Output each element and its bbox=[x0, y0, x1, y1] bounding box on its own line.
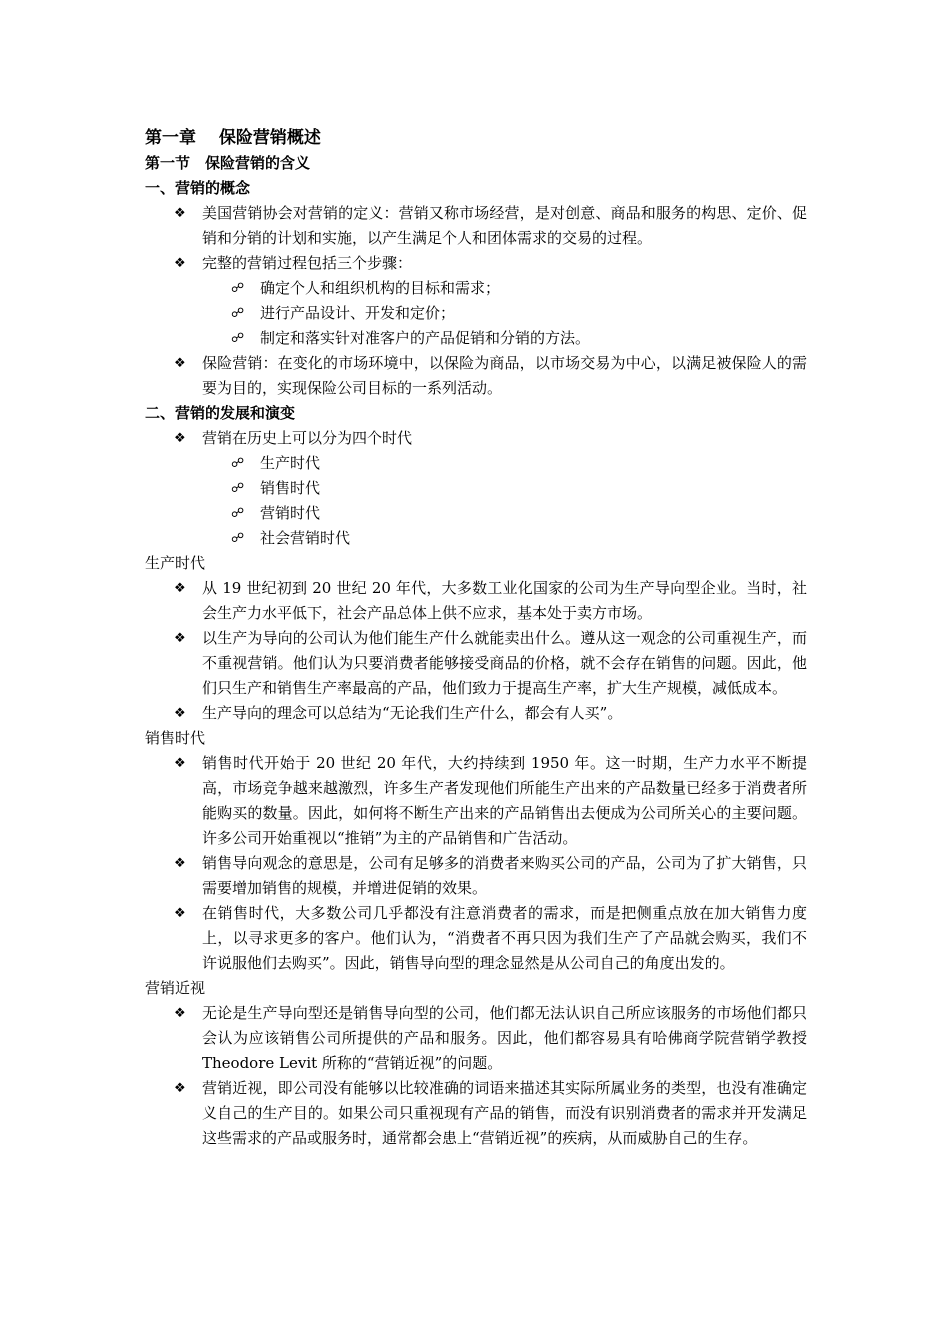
diamond-bullet-icon: ❖ bbox=[174, 1006, 186, 1021]
bullet-item bbox=[145, 851, 807, 901]
bullet-text: 营销在历史上可以分为四个时代 bbox=[202, 429, 413, 447]
link-bullet-icon: ☍ bbox=[231, 481, 245, 496]
diamond-bullet-icon: ❖ bbox=[174, 706, 186, 721]
bullet-item bbox=[145, 351, 807, 401]
link-bullet-icon: ☍ bbox=[231, 331, 245, 346]
document-page bbox=[145, 126, 807, 1151]
sub-bullet-text: 生产时代 bbox=[260, 454, 321, 472]
heading-marketing-concept: 一、营销的概念 bbox=[145, 179, 251, 197]
sub-bullet-item bbox=[145, 476, 807, 501]
link-bullet-icon: ☍ bbox=[231, 456, 245, 471]
section-title: 第一节 保险营销的含义 bbox=[145, 154, 311, 172]
bullet-item bbox=[145, 251, 807, 276]
bullet-text: 营销近视，即公司没有能够以比较准确的词语来描述其实际所属业务的类型，也没有准确定义自己的生产目的。如果公司只重视现有产品的销售，而没有识别消费者的需求并开发满足这些需求的产品或服务时，通常都会患上“营销近视”的疾病，从而威胁自己的生存。 bbox=[202, 1079, 807, 1147]
sub-bullet-text: 社会营销时代 bbox=[260, 529, 351, 547]
link-bullet-icon: ☍ bbox=[231, 506, 245, 521]
bullet-text: 销售导向观念的意思是，公司有足够多的消费者来购买公司的产品，公司为了扩大销售，只需要增加销售的规模，并增进促销的效果。 bbox=[202, 854, 807, 897]
bullet-text: 生产导向的理念可以总结为“无论我们生产什么，都会有人买”。 bbox=[202, 704, 623, 722]
bullet-text: 从 19 世纪初到 20 世纪 20 年代，大多数工业化国家的公司为生产导向型企业。当时，社会生产力水平低下，社会产品总体上供不应求，基本处于卖方市场。 bbox=[202, 579, 807, 622]
bullet-item bbox=[145, 576, 807, 626]
link-bullet-icon: ☍ bbox=[231, 306, 245, 321]
bullet-item bbox=[145, 1001, 807, 1076]
diamond-bullet-icon: ❖ bbox=[174, 356, 186, 371]
bullet-text: 美国营销协会对营销的定义：营销又称市场经营，是对创意、商品和服务的构思、定价、促销和分销的计划和实施，以产生满足个人和团体需求的交易的过程。 bbox=[202, 204, 807, 247]
bullet-text: 以生产为导向的公司认为他们能生产什么就能卖出什么。遵从这一观念的公司重视生产，而不重视营销。他们认为只要消费者能够接受商品的价格，就不会存在销售的问题。因此，他们只生产和销售生产率最高的产品，他们致力于提高生产率，扩大生产规模，减低成本。 bbox=[202, 629, 807, 697]
heading-sales-era: 销售时代 bbox=[145, 729, 206, 747]
sub-bullet-text: 销售时代 bbox=[260, 479, 321, 497]
bullet-item bbox=[145, 751, 807, 851]
bullet-item bbox=[145, 626, 807, 701]
sub-bullet-text: 制定和落实针对准客户的产品促销和分销的方法。 bbox=[260, 329, 591, 347]
bullet-item bbox=[145, 701, 807, 726]
diamond-bullet-icon: ❖ bbox=[174, 206, 186, 221]
sub-bullet-text: 进行产品设计、开发和定价； bbox=[260, 304, 456, 322]
diamond-bullet-icon: ❖ bbox=[174, 906, 186, 921]
diamond-bullet-icon: ❖ bbox=[174, 856, 186, 871]
bullet-text: 销售时代开始于 20 世纪 20 年代，大约持续到 1950 年。这一时期，生产力水平不断提高，市场竞争越来越激烈，许多生产者发现他们所能生产出来的产品数量已经多于消费者所能购买的数量。因此，如何将不断生产出来的产品销售出去便成为公司所关心的主要问题。许多公司开始重视以“推销”为主的产品销售和广告活动。 bbox=[202, 754, 807, 847]
bullet-item bbox=[145, 426, 807, 451]
bullet-item bbox=[145, 901, 807, 976]
diamond-bullet-icon: ❖ bbox=[174, 581, 186, 596]
diamond-bullet-icon: ❖ bbox=[174, 631, 186, 646]
bullet-item bbox=[145, 1076, 807, 1151]
diamond-bullet-icon: ❖ bbox=[174, 256, 186, 271]
bullet-text: 保险营销：在变化的市场环境中，以保险为商品，以市场交易为中心，以满足被保险人的需要为目的，实现保险公司目标的一系列活动。 bbox=[202, 354, 807, 397]
sub-bullet-item bbox=[145, 501, 807, 526]
sub-bullet-item bbox=[145, 326, 807, 351]
heading-production-era: 生产时代 bbox=[145, 554, 206, 572]
heading-marketing-myopia: 营销近视 bbox=[145, 979, 206, 997]
bullet-text: 无论是生产导向型还是销售导向型的公司，他们都无法认识自己所应该服务的市场他们都只会认为应该销售公司所提供的产品和服务。因此，他们都容易具有哈佛商学院营销学教授 Theodore Levit 所称的“营销近视”的问题。 bbox=[202, 1004, 807, 1072]
diamond-bullet-icon: ❖ bbox=[174, 756, 186, 771]
link-bullet-icon: ☍ bbox=[231, 281, 245, 296]
diamond-bullet-icon: ❖ bbox=[174, 1081, 186, 1096]
sub-bullet-text: 确定个人和组织机构的目标和需求； bbox=[260, 279, 501, 297]
chapter-title: 第一章 保险营销概述 bbox=[145, 128, 321, 148]
sub-bullet-item bbox=[145, 451, 807, 476]
diamond-bullet-icon: ❖ bbox=[174, 431, 186, 446]
link-bullet-icon: ☍ bbox=[231, 531, 245, 546]
sub-bullet-item bbox=[145, 301, 807, 326]
bullet-item bbox=[145, 201, 807, 251]
bullet-text: 完整的营销过程包括三个步骤： bbox=[202, 254, 413, 272]
heading-marketing-evolution: 二、营销的发展和演变 bbox=[145, 404, 296, 422]
sub-bullet-text: 营销时代 bbox=[260, 504, 321, 522]
sub-bullet-item bbox=[145, 526, 807, 551]
sub-bullet-item bbox=[145, 276, 807, 301]
bullet-text: 在销售时代，大多数公司几乎都没有注意消费者的需求，而是把侧重点放在加大销售力度上，以寻求更多的客户。他们认为，“消费者不再只因为我们生产了产品就会购买，我们不许说服他们去购买”。因此，销售导向型的理念显然是从公司自己的角度出发的。 bbox=[202, 904, 807, 972]
